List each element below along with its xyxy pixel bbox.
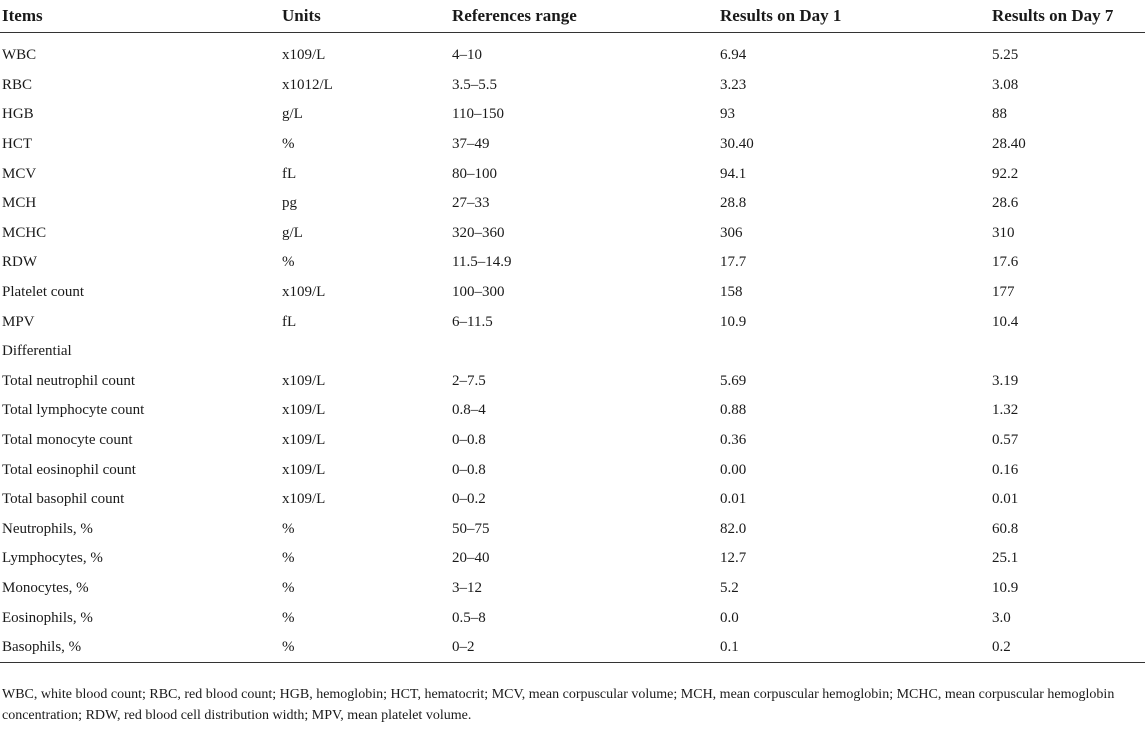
cell-result-day-7: 0.16 (992, 461, 1019, 478)
cell-result-day-7: 177 (992, 284, 1015, 301)
table-row (0, 396, 1145, 426)
header-units: Units (280, 0, 450, 33)
cell-units: x109/L (282, 47, 326, 64)
cell-units: % (280, 633, 450, 663)
table-row (0, 33, 1145, 71)
table-row (0, 189, 1145, 219)
cell-reference-range: 27–33 (452, 195, 490, 212)
cell-result-day-1: 3.23 (720, 76, 747, 93)
cell-result-day-1: 0.0 (720, 609, 739, 626)
cell-reference-range: 100–300 (452, 284, 505, 301)
header-references-range: References range (450, 0, 718, 33)
cell-units: fL (282, 313, 297, 330)
cell-item: Basophils, % (0, 633, 280, 663)
cell-reference-range: 0–0.2 (452, 491, 486, 508)
cell-result-day-1: 17.7 (720, 254, 747, 271)
cell-result-day-7: 1.32 (992, 402, 1019, 419)
table-row (0, 248, 1145, 278)
cell-reference-range: 320–360 (452, 224, 505, 241)
cell-units: % (282, 136, 295, 153)
cell-reference-range: 11.5–14.9 (452, 254, 512, 271)
cell-result-day-1: 94.1 (720, 165, 747, 182)
cell-units: x109/L (282, 491, 326, 508)
table-row (0, 603, 1145, 633)
cell-reference-range (450, 337, 718, 367)
table-row (0, 426, 1145, 456)
cell-result-day-1: 0.1 (718, 633, 990, 663)
cell-result-day-1: 0.88 (720, 402, 747, 419)
cell-result-day-1: 5.69 (720, 372, 747, 389)
cell-result-day-7: 310 (992, 224, 1015, 241)
cell-result-day-7: 3.08 (992, 76, 1019, 93)
cell-reference-range: 3–12 (452, 579, 482, 596)
cell-units: g/L (282, 224, 303, 241)
cell-result-day-1: 12.7 (720, 550, 747, 567)
cell-result-day-1: 5.2 (720, 579, 739, 596)
cell-result-day-7: 60.8 (992, 520, 1019, 537)
cell-result-day-1: 6.94 (720, 47, 747, 64)
table-row (0, 515, 1145, 545)
table-row (0, 485, 1145, 515)
cell-result-day-7: 10.4 (992, 313, 1019, 330)
cell-result-day-7: 17.6 (992, 254, 1019, 271)
cell-reference-range: 0.8–4 (452, 402, 486, 419)
cell-result-day-7: 88 (992, 106, 1007, 123)
cell-reference-range: 110–150 (452, 106, 504, 123)
cell-reference-range: 3.5–5.5 (452, 76, 497, 93)
cell-reference-range: 20–40 (452, 550, 490, 567)
cell-item: Monocytes, % (2, 579, 89, 596)
cell-result-day-7: 28.40 (992, 136, 1026, 153)
table-header (0, 0, 1145, 33)
table-row (0, 367, 1145, 397)
cell-result-day-1: 82.0 (720, 520, 747, 537)
cell-result-day-1: 30.40 (720, 136, 754, 153)
table-row (0, 544, 1145, 574)
cell-units: % (282, 609, 295, 626)
cell-units: pg (282, 195, 297, 212)
cell-item: Total neutrophil count (2, 372, 136, 389)
cell-reference-range: 6–11.5 (452, 313, 493, 330)
cell-result-day-1: 93 (720, 106, 735, 123)
cell-result-day-1: 306 (720, 224, 743, 241)
cell-units: % (282, 550, 295, 567)
cell-result-day-7: 28.6 (992, 195, 1019, 212)
cell-item: Lymphocytes, % (2, 550, 103, 567)
cell-reference-range: 0–0.8 (452, 461, 486, 478)
cell-result-day-1: 0.01 (720, 491, 747, 508)
cell-item: Total monocyte count (2, 432, 133, 449)
cell-item: WBC (2, 47, 37, 64)
table-row (0, 159, 1145, 189)
cell-item: RBC (2, 76, 33, 93)
table-row (0, 71, 1145, 101)
table-row (0, 130, 1145, 160)
header-items: Items (0, 0, 280, 33)
cell-reference-range: 0–2 (450, 633, 718, 663)
cell-result-day-7 (990, 337, 1145, 367)
table-row (0, 455, 1145, 485)
cell-units: x109/L (282, 284, 326, 301)
cell-result-day-7: 25.1 (992, 550, 1019, 567)
cell-units: % (282, 520, 295, 537)
cell-item: MCH (2, 195, 37, 212)
cell-reference-range: 4–10 (452, 47, 482, 64)
cell-result-day-1: 158 (720, 284, 743, 301)
cell-result-day-7: 10.9 (992, 579, 1019, 596)
table-row (0, 100, 1145, 130)
cell-reference-range: 80–100 (452, 165, 497, 182)
cell-item: MCV (2, 165, 37, 182)
cell-units: % (282, 254, 295, 271)
cell-units (280, 337, 450, 367)
cell-item: MCHC (2, 224, 47, 241)
cell-result-day-7: 3.0 (992, 609, 1011, 626)
cell-result-day-7: 3.19 (992, 372, 1019, 389)
cell-reference-range: 50–75 (452, 520, 490, 537)
cell-item: Neutrophils, % (2, 520, 93, 537)
cell-item: HCT (2, 136, 32, 153)
cell-units: x109/L (282, 461, 326, 478)
cell-units: x109/L (282, 402, 326, 419)
table-row (0, 574, 1145, 604)
cell-units: x1012/L (282, 76, 333, 93)
cell-result-day-1 (718, 337, 990, 367)
header-results-day-7: Results on Day 7 (990, 0, 1145, 33)
table-footnote: WBC, white blood count; RBC, red blood count; HGB, hemoglobin; HCT, hematocrit; MCV, mean corpuscular volume; MCH, mean corpuscular hemoglobin; MCHC, mean corpuscular hemoglobin concentration; RDW, red blood cell distribution width; MPV, mean platelet volume. (2, 687, 1115, 723)
cell-units: % (282, 579, 295, 596)
cell-result-day-7: 0.57 (992, 432, 1019, 449)
cell-item: Differential (2, 343, 72, 360)
cell-result-day-1: 28.8 (720, 195, 747, 212)
cell-units: g/L (282, 106, 303, 123)
cell-result-day-7: 5.25 (992, 47, 1019, 64)
cell-result-day-1: 10.9 (720, 313, 747, 330)
cell-item: Eosinophils, % (2, 609, 93, 626)
table-row (0, 278, 1145, 308)
cell-result-day-7: 92.2 (992, 165, 1019, 182)
cell-reference-range: 37–49 (452, 136, 490, 153)
table-body (0, 33, 1145, 663)
cell-item: Total eosinophil count (2, 461, 136, 478)
cell-units: fL (282, 165, 297, 182)
table-row (0, 219, 1145, 249)
cell-result-day-7: 0.2 (990, 633, 1145, 663)
table-row (0, 337, 1145, 367)
cell-item: Total lymphocyte count (2, 402, 145, 419)
table-row (0, 307, 1145, 337)
cell-item: Total basophil count (2, 491, 125, 508)
cell-reference-range: 0.5–8 (452, 609, 486, 626)
cell-item: RDW (2, 254, 37, 271)
table-row (0, 633, 1145, 663)
cell-item: HGB (2, 106, 34, 123)
cell-result-day-1: 0.36 (720, 432, 747, 449)
cell-reference-range: 0–0.8 (452, 432, 486, 449)
cell-item: MPV (2, 313, 35, 330)
cell-units: x109/L (282, 372, 326, 389)
cell-result-day-7: 0.01 (992, 491, 1019, 508)
cell-reference-range: 2–7.5 (452, 372, 486, 389)
header-results-day-1: Results on Day 1 (718, 0, 990, 33)
header-row (0, 0, 1145, 33)
cell-item: Platelet count (2, 284, 85, 301)
cell-result-day-1: 0.00 (720, 461, 747, 478)
cell-units: x109/L (282, 432, 326, 449)
